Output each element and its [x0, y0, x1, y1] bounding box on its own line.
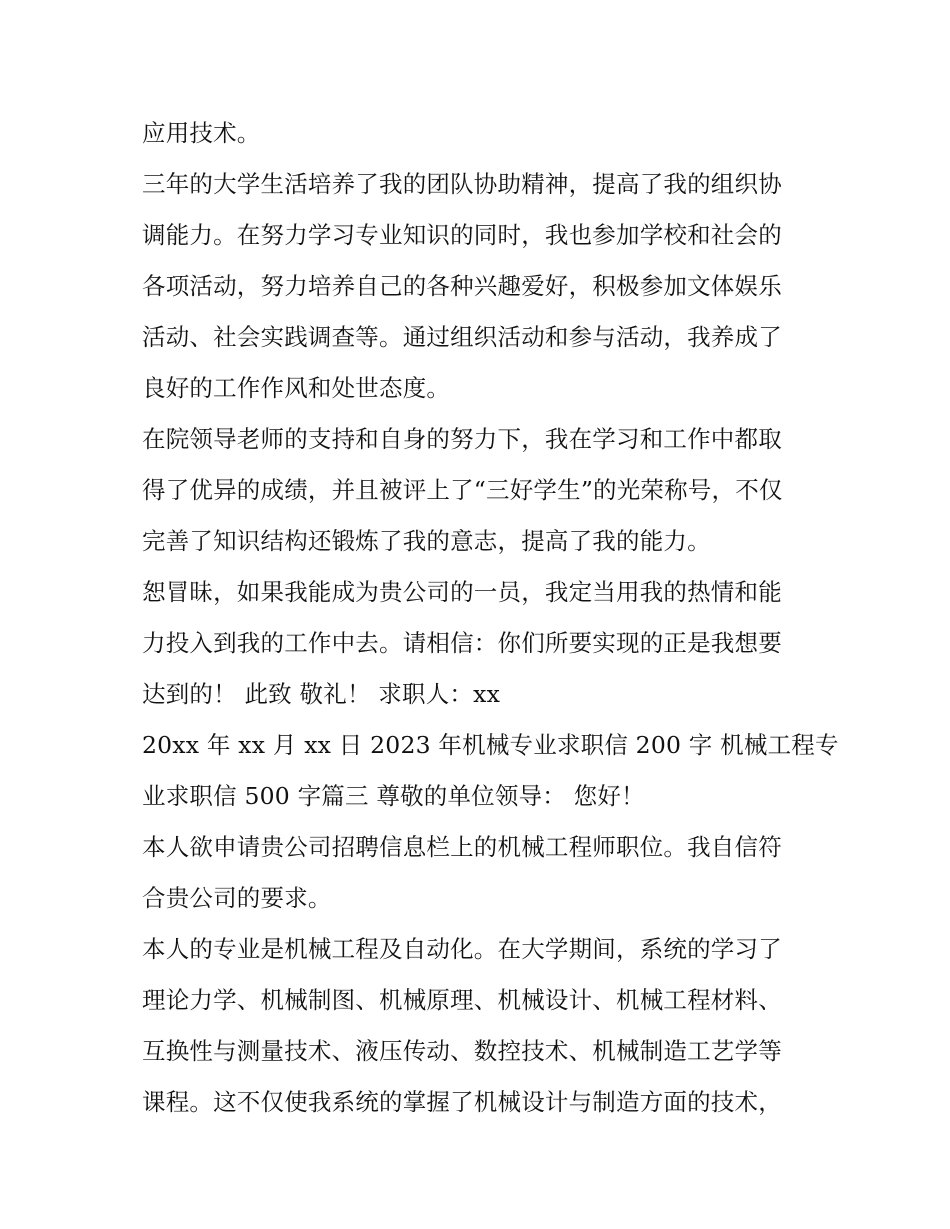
- text-line: 得了优异的成绩，并且被评上了“三好学生”的光荣称号，不仅: [142, 476, 783, 504]
- text-line: 课程。这不仅使我系统的掌握了机械设计与制造方面的技术，: [142, 1088, 782, 1116]
- text-line: 合贵公司的要求。: [142, 884, 332, 912]
- text-line: 完善了知识结构还锻炼了我的意志，提高了我的能力。: [142, 527, 711, 555]
- text-line: 活动、社会实践调查等。通过组织活动和参与活动，我养成了: [142, 323, 782, 351]
- text-line: 理论力学、机械制图、机械原理、机械设计、机械工程材料、: [142, 986, 782, 1014]
- text-line: 恕冒昧，如果我能成为贵公司的一员，我定当用我的热情和能: [142, 578, 782, 606]
- text-line: 互换性与测量技术、液压传动、数控技术、机械制造工艺学等: [142, 1037, 782, 1065]
- text-line: 业求职信 500 字篇三 尊敬的单位领导： 您好！: [142, 782, 645, 810]
- document-body-text: [142, 108, 839, 1128]
- text-line: 力投入到我的工作中去。请相信：你们所要实现的正是我想要: [142, 629, 782, 657]
- text-line: 20xx 年 xx 月 xx 日 2023 年机械专业求职信 200 字 机械工程专: [142, 731, 839, 759]
- text-line: 在院领导老师的支持和自身的努力下，我在学习和工作中都取: [142, 425, 782, 453]
- text-line: 应用技术。: [142, 119, 261, 147]
- text-line: 各项活动，努力培养自己的各种兴趣爱好，积极参加文体娱乐: [142, 272, 782, 300]
- text-line: 良好的工作作风和处世态度。: [142, 374, 451, 402]
- text-line: 本人的专业是机械工程及自动化。在大学期间，系统的学习了: [142, 935, 782, 963]
- text-line: 三年的大学生活培养了我的团队协助精神，提高了我的组织协: [142, 170, 782, 198]
- text-line: 调能力。在努力学习专业知识的同时，我也参加学校和社会的: [142, 221, 782, 249]
- text-line: 达到的！ 此致 敬礼！ 求职人：xx: [142, 680, 501, 708]
- text-line: 本人欲申请贵公司招聘信息栏上的机械工程师职位。我自信符: [142, 833, 782, 861]
